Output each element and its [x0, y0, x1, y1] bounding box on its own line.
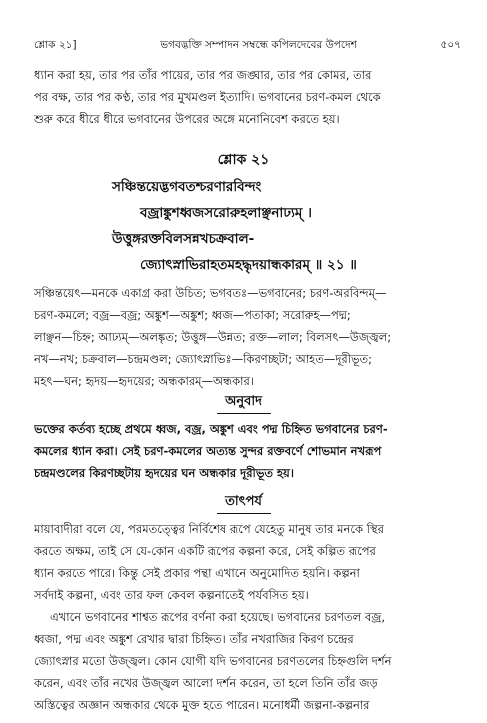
page-number: ৫০৭: [440, 39, 461, 51]
translation-line: ভক্তের কর্তব্য হচ্ছে প্রথমে ধ্বজ, বজ্র, অঙ্কুশ এবং পদ্ম চিহ্নিত ভগবানের চরণ-: [34, 422, 388, 436]
synonym-line: সঞ্চিন্তয়েৎ—মনকে একাগ্র করা উচিত; ভগবতঃ—ভগবানের; চরণ-অরবিন্দম্—: [34, 286, 387, 300]
purport-line: করেন, এবং তাঁর নখের উজ্জ্বল আলো দর্শন করেন, তা হলে তিনি তাঁর জড়: [34, 676, 378, 690]
synonym-line: লাঞ্ছন—চিহ্ন; আঢ্যম্—অলঙ্কৃত; উত্তুঙ্গ—উন্নত; রক্ত—লাল; বিলসৎ—উজ্জ্বল;: [34, 330, 392, 344]
purport-line: এখানে ভগবানের শাশ্বত রূপের বর্ণনা করা হয়েছে। ভগবানের চরণতল বজ্র,: [50, 610, 386, 624]
translation-heading-wrap: [0, 392, 487, 414]
purport-line: অস্তিত্বের অজ্ঞান অন্ধকার থেকে মুক্ত হতে পারেন। মনোধর্মী জল্পনা-কল্পনার: [34, 698, 370, 712]
synonym-line: নখ—নখ; চক্রবাল—চন্দ্রমণ্ডল; জ্যোৎস্নাভিঃ—কিরণচ্ছটা; আহত—দূরীভূত;: [34, 352, 373, 366]
purport-line: করতে অক্ষম, তাই সে যে-কোন একটি রূপের কল্পনা করে, সেই কল্পিত রূপের: [34, 544, 376, 558]
header-verse-ref: শ্লোক ২১]: [34, 39, 77, 51]
synonyms-paragraph: [34, 282, 459, 392]
verse-line: জ্যোৎস্নাভিরাহতমহদ্ধৃদয়ান্ধকারম্ ॥ ২১ ॥: [140, 257, 357, 273]
intro-line: ধ্যান করা হয়, তার পর তাঁর পায়ের, তার পর জঙ্ঘার, তার পর কোমর, তার: [34, 68, 372, 82]
translation-line: কমলের ধ্যান করা। সেই চরণ-কমলের অত্যন্ত সুন্দর রক্তবর্ণে শোভমান নখরূপ: [34, 444, 382, 458]
verse-title: শ্লোক ২১: [217, 152, 270, 168]
synonym-line: মহৎ—ঘন; হৃদয়—হৃদয়ের; অন্ধকারম্—অন্ধকার।: [34, 374, 254, 388]
purport-line: মায়াবাদীরা বলে যে, পরমতত্ত্বের নির্বিশেষ রূপে যেহেতু মানুষ তার মনকে স্থির: [34, 522, 384, 536]
header-chapter-title: ভগবদ্ভক্তি সম্পাদন সম্বন্ধে কপিলদেবের উপদেশ: [160, 39, 357, 51]
verse-line: উত্তুঙ্গরক্তবিলসন্নখচক্রবাল-: [112, 231, 255, 247]
running-header: [34, 38, 461, 56]
purport-line: ধ্বজা, পদ্ম এবং অঙ্কুশ রেখার দ্বারা চিহ্নিত। তাঁর নখরাজির কিরণ চন্দ্রের: [34, 632, 354, 646]
purport-heading-wrap: [0, 492, 487, 514]
intro-line: পর বক্ষ, তার পর কণ্ঠ, তার পর মুখমণ্ডল ইত্যাদি। ভগবানের চরণ-কমল থেকে: [34, 90, 381, 104]
verse-line: বজ্রাঙ্কুশধ্বজসরোরুহলাঞ্ছনাঢ্যম্ ।: [140, 205, 312, 221]
purport-line: ধ্যান করতে পারে। কিন্তু সেই প্রকার পন্থা এখানে অনুমোদিত হয়নি। কল্পনা: [34, 566, 360, 580]
heading-underline: [217, 513, 271, 514]
verse-line: সঞ্চিন্তয়েদ্ভগবতশ্চরণারবিন্দং: [112, 179, 262, 195]
synonym-line: চরণ-কমলে; বজ্র—বজ্র; অঙ্কুশ—অঙ্কুশ; ধ্বজ—পতাকা; সরোরুহ—পদ্ম;: [34, 308, 351, 322]
purport-paragraph: [34, 518, 459, 716]
purport-heading: তাৎপর্য: [225, 494, 262, 509]
heading-underline: [217, 413, 271, 414]
intro-paragraph: [34, 64, 459, 130]
translation-line: চন্দ্রমণ্ডলের কিরণচ্ছটায় হৃদয়ের ঘন অন্ধকার দূরীভূত হয়।: [34, 466, 294, 480]
purport-line: জ্যোৎস্নার মতো উজ্জ্বল। কোন যোগী যদি ভগবানের চরণতলের চিহ্নগুলি দর্শন: [34, 654, 392, 668]
translation-paragraph: [34, 418, 459, 484]
translation-heading: অনুবাদ: [225, 394, 262, 409]
intro-line: শুরু করে ধীরে ধীরে ভগবানের উপরের অঙ্গে মনোনিবেশ করতে হয়।: [34, 112, 340, 126]
purport-line: সর্বদাই কল্পনা, এবং তার ফল কেবল কল্পনাতেই পর্যবসিত হয়।: [34, 588, 309, 602]
